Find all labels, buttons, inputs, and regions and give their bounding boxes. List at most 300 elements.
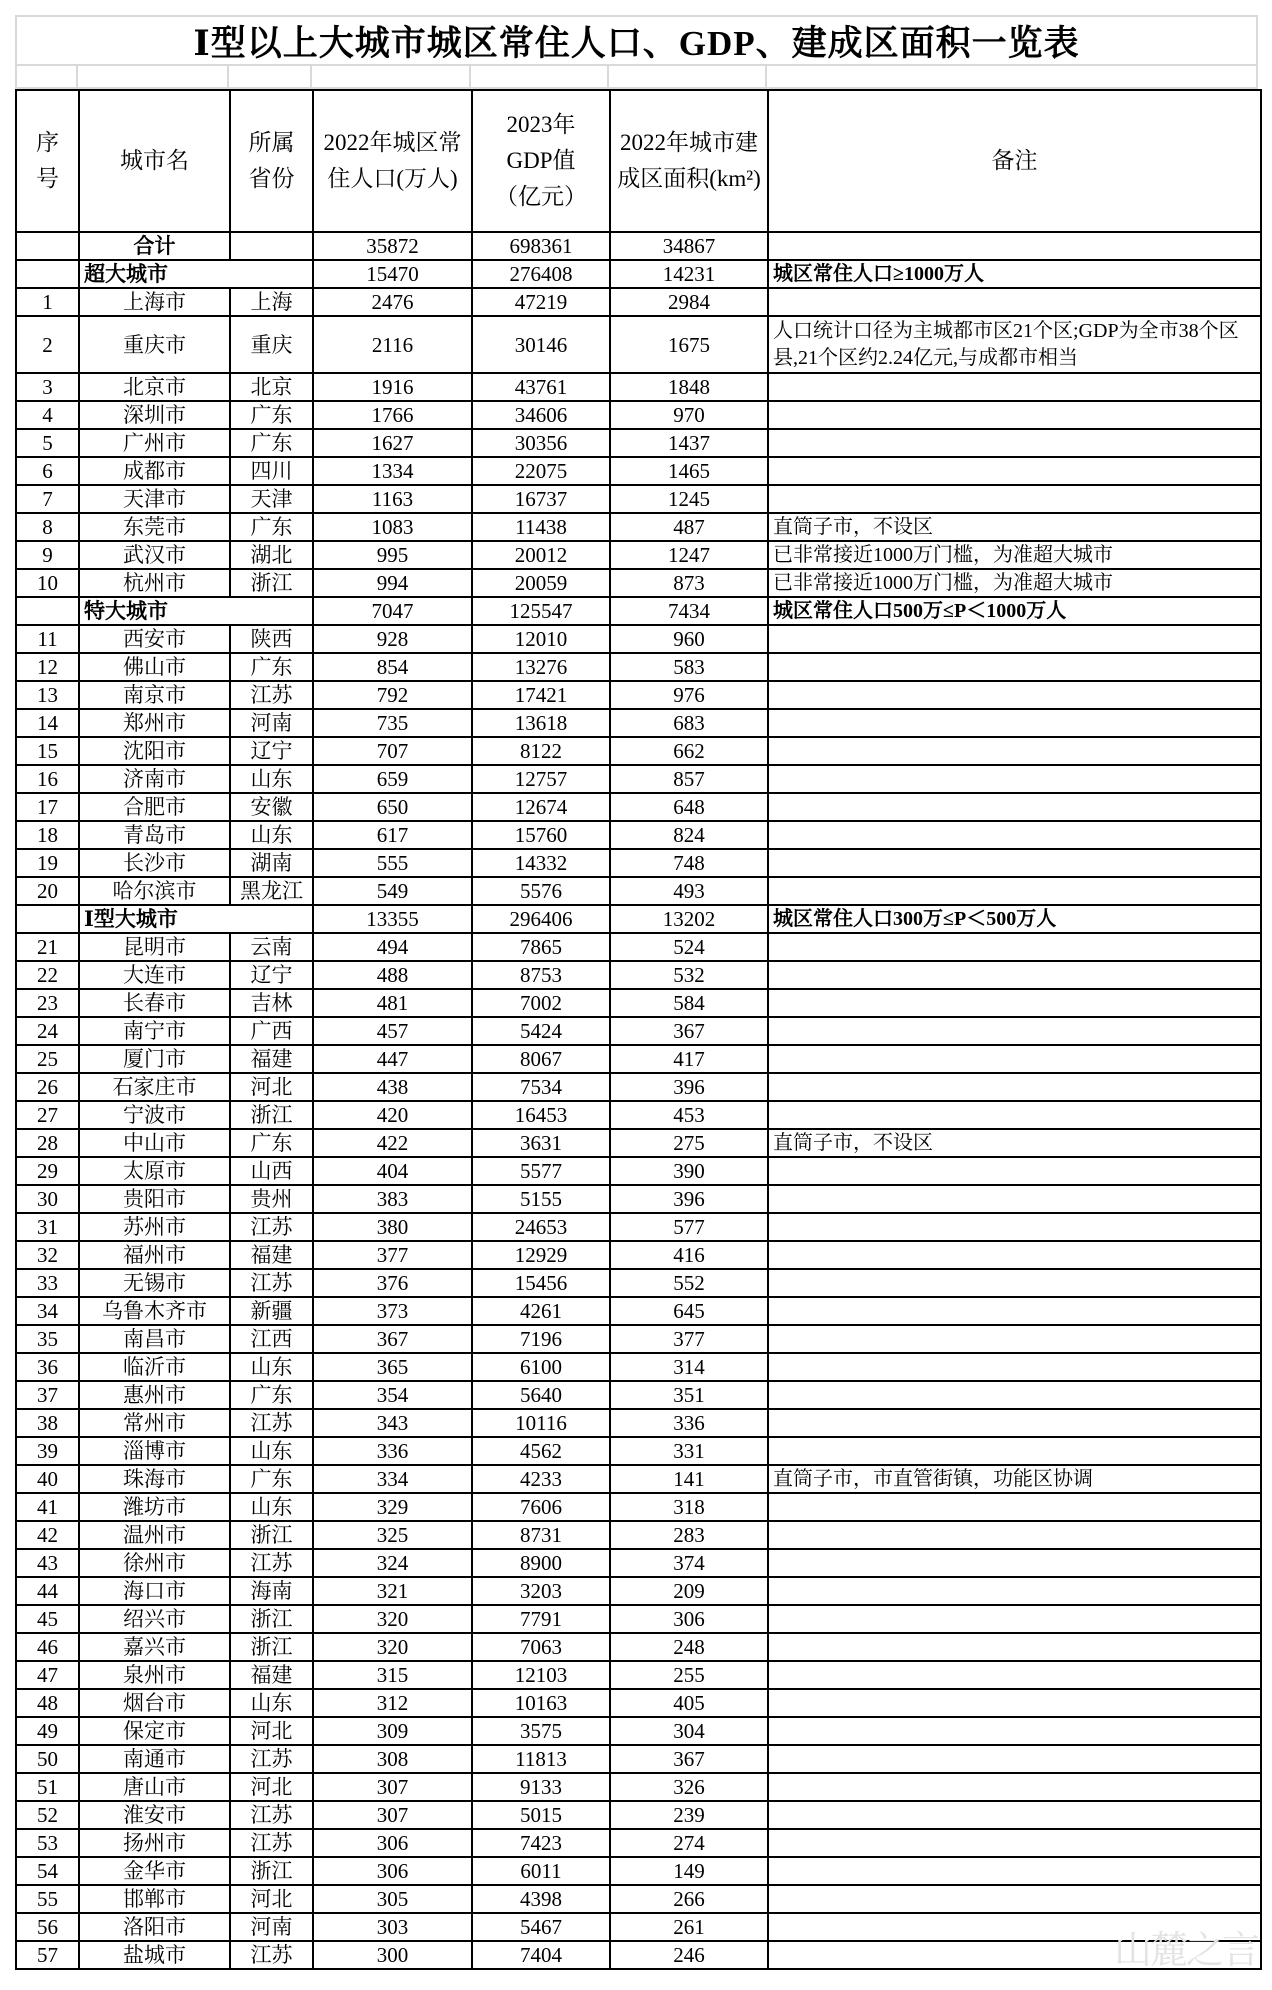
- gdp: 12674: [472, 793, 610, 821]
- note: [768, 1745, 1261, 1773]
- built-area: 577: [610, 1213, 768, 1241]
- city-name: 海口市: [79, 1577, 230, 1605]
- total-population: 35872: [313, 232, 472, 260]
- province: 江苏: [230, 1409, 313, 1437]
- table-row: [16, 1829, 1261, 1857]
- population: 1083: [313, 513, 472, 541]
- population: 380: [313, 1213, 472, 1241]
- province: 贵州: [230, 1185, 313, 1213]
- city-name: 苏州市: [79, 1213, 230, 1241]
- built-area: 149: [610, 1857, 768, 1885]
- built-area: 396: [610, 1185, 768, 1213]
- gdp: 30146: [472, 316, 610, 373]
- gdp: 5577: [472, 1157, 610, 1185]
- gdp: 7865: [472, 933, 610, 961]
- note: [768, 1437, 1261, 1465]
- built-area: 367: [610, 1745, 768, 1773]
- province: 广东: [230, 429, 313, 457]
- gdp: 13276: [472, 653, 610, 681]
- city-name: 保定市: [79, 1717, 230, 1745]
- population: 334: [313, 1465, 472, 1493]
- province: 山东: [230, 821, 313, 849]
- province: 浙江: [230, 1633, 313, 1661]
- row-no: 19: [16, 849, 79, 877]
- note: [768, 1885, 1261, 1913]
- city-name: 长春市: [79, 989, 230, 1017]
- table-title: Ⅰ型以上大城市城区常住人口、GDP、建成区面积一览表: [15, 15, 1258, 66]
- gdp: 11438: [472, 513, 610, 541]
- table-row: [16, 1801, 1261, 1829]
- table-row: [16, 1661, 1261, 1689]
- gdp: 15760: [472, 821, 610, 849]
- header-population: 2022年城区常住人口(万人): [313, 90, 472, 232]
- note: 直筒子市，不设区: [768, 1129, 1261, 1157]
- province: 广西: [230, 1017, 313, 1045]
- built-area: 1245: [610, 485, 768, 513]
- city-name: 哈尔滨市: [79, 877, 230, 905]
- built-area: 246: [610, 1941, 768, 1969]
- blank-spacer-row: [15, 66, 1258, 89]
- table-row: [16, 1885, 1261, 1913]
- table-row: [16, 457, 1261, 485]
- city-name: 中山市: [79, 1129, 230, 1157]
- row-no: 29: [16, 1157, 79, 1185]
- row-no: 1: [16, 288, 79, 316]
- gdp: 7791: [472, 1605, 610, 1633]
- gdp: 11813: [472, 1745, 610, 1773]
- table-row: [16, 1857, 1261, 1885]
- gdp: 12010: [472, 625, 610, 653]
- built-area: 976: [610, 681, 768, 709]
- city-name: 沈阳市: [79, 737, 230, 765]
- gdp: 4233: [472, 1465, 610, 1493]
- province: 江苏: [230, 1941, 313, 1969]
- province: 黑龙江: [230, 877, 313, 905]
- city-name: 潍坊市: [79, 1493, 230, 1521]
- province: 云南: [230, 933, 313, 961]
- row-no: 56: [16, 1913, 79, 1941]
- built-area: 583: [610, 653, 768, 681]
- category-area: 13202: [610, 905, 768, 933]
- city-name: 珠海市: [79, 1465, 230, 1493]
- built-area: 487: [610, 513, 768, 541]
- table-row: [16, 541, 1261, 569]
- built-area: 648: [610, 793, 768, 821]
- table-row: [16, 1045, 1261, 1073]
- city-name: 太原市: [79, 1157, 230, 1185]
- gdp: 7063: [472, 1633, 610, 1661]
- row-no: 50: [16, 1745, 79, 1773]
- gdp: 12103: [472, 1661, 610, 1689]
- note: [768, 288, 1261, 316]
- built-area: 331: [610, 1437, 768, 1465]
- built-area: 314: [610, 1353, 768, 1381]
- table-row: [16, 1185, 1261, 1213]
- note: [768, 1101, 1261, 1129]
- population: 1627: [313, 429, 472, 457]
- row-no: 57: [16, 1941, 79, 1969]
- table-row: [16, 373, 1261, 401]
- population: 617: [313, 821, 472, 849]
- row-no: 45: [16, 1605, 79, 1633]
- built-area: 374: [610, 1549, 768, 1577]
- note: [768, 1213, 1261, 1241]
- province: 广东: [230, 1465, 313, 1493]
- note: [768, 709, 1261, 737]
- built-area: 532: [610, 961, 768, 989]
- city-name: 武汉市: [79, 541, 230, 569]
- row-no: 10: [16, 569, 79, 597]
- category-no: [16, 597, 79, 625]
- province: 广东: [230, 401, 313, 429]
- population: 1163: [313, 485, 472, 513]
- row-no: 14: [16, 709, 79, 737]
- gdp: 15456: [472, 1269, 610, 1297]
- population: 308: [313, 1745, 472, 1773]
- city-name: 北京市: [79, 373, 230, 401]
- table-row: [16, 513, 1261, 541]
- city-name: 青岛市: [79, 821, 230, 849]
- note: 已非常接近1000万门槛，为准超大城市: [768, 541, 1261, 569]
- row-no: 26: [16, 1073, 79, 1101]
- row-no: 7: [16, 485, 79, 513]
- note: [768, 457, 1261, 485]
- table-row: [16, 1157, 1261, 1185]
- note: [768, 1241, 1261, 1269]
- city-name: 洛阳市: [79, 1913, 230, 1941]
- row-no: 43: [16, 1549, 79, 1577]
- table-row: [16, 1437, 1261, 1465]
- note: [768, 1017, 1261, 1045]
- city-name: 合肥市: [79, 793, 230, 821]
- gdp: 10116: [472, 1409, 610, 1437]
- category-gdp: 296406: [472, 905, 610, 933]
- row-no: 12: [16, 653, 79, 681]
- built-area: 304: [610, 1717, 768, 1745]
- note: [768, 1857, 1261, 1885]
- table-row: [16, 1129, 1261, 1157]
- note: [768, 1073, 1261, 1101]
- table-row: [16, 485, 1261, 513]
- table-row: [16, 681, 1261, 709]
- table-row: [16, 1493, 1261, 1521]
- gdp: 5015: [472, 1801, 610, 1829]
- city-name: 南京市: [79, 681, 230, 709]
- gdp: 5467: [472, 1913, 610, 1941]
- population: 994: [313, 569, 472, 597]
- population: 320: [313, 1633, 472, 1661]
- row-no: 41: [16, 1493, 79, 1521]
- population: 735: [313, 709, 472, 737]
- built-area: 970: [610, 401, 768, 429]
- province: 河北: [230, 1773, 313, 1801]
- note: [768, 1773, 1261, 1801]
- province: 湖南: [230, 849, 313, 877]
- population: 373: [313, 1297, 472, 1325]
- note: 直筒子市，市直管街镇，功能区协调: [768, 1465, 1261, 1493]
- gdp: 3631: [472, 1129, 610, 1157]
- population: 376: [313, 1269, 472, 1297]
- gdp: 13618: [472, 709, 610, 737]
- built-area: 417: [610, 1045, 768, 1073]
- note: 直筒子市，不设区: [768, 513, 1261, 541]
- gdp: 10163: [472, 1689, 610, 1717]
- note: [768, 821, 1261, 849]
- province: 上海: [230, 288, 313, 316]
- row-no: 44: [16, 1577, 79, 1605]
- built-area: 416: [610, 1241, 768, 1269]
- city-name: 温州市: [79, 1521, 230, 1549]
- province: 新疆: [230, 1297, 313, 1325]
- note: [768, 793, 1261, 821]
- note: [768, 849, 1261, 877]
- city-name: 嘉兴市: [79, 1633, 230, 1661]
- category-name: Ⅰ型大城市: [79, 905, 313, 933]
- table-row: [16, 1017, 1261, 1045]
- population: 404: [313, 1157, 472, 1185]
- built-area: 405: [610, 1689, 768, 1717]
- gdp: 9133: [472, 1773, 610, 1801]
- gdp: 17421: [472, 681, 610, 709]
- note: [768, 877, 1261, 905]
- note: [768, 989, 1261, 1017]
- header-row: [16, 90, 1261, 232]
- row-no: 46: [16, 1633, 79, 1661]
- province: 重庆: [230, 316, 313, 373]
- built-area: 1247: [610, 541, 768, 569]
- note: [768, 653, 1261, 681]
- built-area: 1848: [610, 373, 768, 401]
- gdp: 7196: [472, 1325, 610, 1353]
- city-name: 济南市: [79, 765, 230, 793]
- gdp: 16737: [472, 485, 610, 513]
- gdp: 4398: [472, 1885, 610, 1913]
- city-name: 金华市: [79, 1857, 230, 1885]
- blank-cell: [471, 66, 609, 89]
- row-no: 18: [16, 821, 79, 849]
- gdp: 3203: [472, 1577, 610, 1605]
- city-name: 无锡市: [79, 1269, 230, 1297]
- population: 377: [313, 1241, 472, 1269]
- header-city: 城市名: [79, 90, 230, 232]
- population: 343: [313, 1409, 472, 1437]
- province: 福建: [230, 1241, 313, 1269]
- city-data-table: [15, 89, 1262, 1970]
- province: 广东: [230, 1129, 313, 1157]
- row-no: 30: [16, 1185, 79, 1213]
- city-name: 成都市: [79, 457, 230, 485]
- table-row: [16, 1633, 1261, 1661]
- province: 吉林: [230, 989, 313, 1017]
- built-area: 306: [610, 1605, 768, 1633]
- row-no: 35: [16, 1325, 79, 1353]
- note: [768, 373, 1261, 401]
- city-name: 唐山市: [79, 1773, 230, 1801]
- built-area: 960: [610, 625, 768, 653]
- note: [768, 1549, 1261, 1577]
- city-name: 深圳市: [79, 401, 230, 429]
- population: 354: [313, 1381, 472, 1409]
- table-row: [16, 1465, 1261, 1493]
- note: [768, 1717, 1261, 1745]
- population: 315: [313, 1661, 472, 1689]
- total-gdp: 698361: [472, 232, 610, 260]
- built-area: 683: [610, 709, 768, 737]
- category-note: 城区常住人口500万≤P＜1000万人: [768, 597, 1261, 625]
- note: [768, 961, 1261, 989]
- gdp: 7404: [472, 1941, 610, 1969]
- population: 307: [313, 1801, 472, 1829]
- category-note: 城区常住人口300万≤P＜500万人: [768, 905, 1261, 933]
- province: 江苏: [230, 1801, 313, 1829]
- blank-cell: [15, 66, 78, 89]
- population: 1766: [313, 401, 472, 429]
- built-area: 336: [610, 1409, 768, 1437]
- row-no: 36: [16, 1353, 79, 1381]
- province: 北京: [230, 373, 313, 401]
- note: [768, 485, 1261, 513]
- province: 江西: [230, 1325, 313, 1353]
- built-area: 748: [610, 849, 768, 877]
- gdp: 8900: [472, 1549, 610, 1577]
- province: 广东: [230, 653, 313, 681]
- category-area: 14231: [610, 260, 768, 288]
- city-name: 重庆市: [79, 316, 230, 373]
- built-area: 239: [610, 1801, 768, 1829]
- table-row: [16, 316, 1261, 373]
- built-area: 396: [610, 1073, 768, 1101]
- population: 320: [313, 1605, 472, 1633]
- watermark: 山麓之言: [1113, 1928, 1258, 1972]
- population: 305: [313, 1885, 472, 1913]
- population: 928: [313, 625, 472, 653]
- built-area: 662: [610, 737, 768, 765]
- row-no: 27: [16, 1101, 79, 1129]
- population: 422: [313, 1129, 472, 1157]
- province: 湖北: [230, 541, 313, 569]
- province: 河北: [230, 1073, 313, 1101]
- category-gdp: 276408: [472, 260, 610, 288]
- population: 300: [313, 1941, 472, 1969]
- gdp: 8122: [472, 737, 610, 765]
- row-no: 34: [16, 1297, 79, 1325]
- province: 江苏: [230, 1745, 313, 1773]
- city-name: 东莞市: [79, 513, 230, 541]
- table-row: [16, 1549, 1261, 1577]
- row-no: 42: [16, 1521, 79, 1549]
- note: [768, 429, 1261, 457]
- row-no: 5: [16, 429, 79, 457]
- note: [768, 401, 1261, 429]
- gdp: 12757: [472, 765, 610, 793]
- table-row: [16, 1941, 1261, 1969]
- province: 陕西: [230, 625, 313, 653]
- population: 2116: [313, 316, 472, 373]
- note: [768, 1493, 1261, 1521]
- population: 303: [313, 1913, 472, 1941]
- total-row: [16, 232, 1261, 260]
- table-row: [16, 849, 1261, 877]
- table-row: [16, 1913, 1261, 1941]
- table-row: [16, 877, 1261, 905]
- note: [768, 737, 1261, 765]
- province: 辽宁: [230, 961, 313, 989]
- province: 河南: [230, 1913, 313, 1941]
- gdp: 12929: [472, 1241, 610, 1269]
- built-area: 274: [610, 1829, 768, 1857]
- population: 329: [313, 1493, 472, 1521]
- built-area: 255: [610, 1661, 768, 1689]
- table-row: [16, 989, 1261, 1017]
- total-area: 34867: [610, 232, 768, 260]
- table-row: [16, 1381, 1261, 1409]
- population: 854: [313, 653, 472, 681]
- table-row: [16, 793, 1261, 821]
- built-area: 857: [610, 765, 768, 793]
- built-area: 2984: [610, 288, 768, 316]
- gdp: 3575: [472, 1717, 610, 1745]
- built-area: 261: [610, 1913, 768, 1941]
- gdp: 5424: [472, 1017, 610, 1045]
- city-name: 昆明市: [79, 933, 230, 961]
- table-row: [16, 1409, 1261, 1437]
- population: 494: [313, 933, 472, 961]
- row-no: 49: [16, 1717, 79, 1745]
- province: 安徽: [230, 793, 313, 821]
- built-area: 524: [610, 933, 768, 961]
- population: 1916: [313, 373, 472, 401]
- city-name: 西安市: [79, 625, 230, 653]
- city-name: 佛山市: [79, 653, 230, 681]
- header-no: 序号: [16, 90, 79, 232]
- city-name: 烟台市: [79, 1689, 230, 1717]
- gdp: 20059: [472, 569, 610, 597]
- city-name: 邯郸市: [79, 1885, 230, 1913]
- blank-cell: [609, 66, 767, 89]
- note: [768, 1633, 1261, 1661]
- built-area: 377: [610, 1325, 768, 1353]
- city-name: 郑州市: [79, 709, 230, 737]
- row-no: 51: [16, 1773, 79, 1801]
- table-row: [16, 1325, 1261, 1353]
- province: 山东: [230, 765, 313, 793]
- table-row: [16, 569, 1261, 597]
- province: 山西: [230, 1157, 313, 1185]
- category-population: 7047: [313, 597, 472, 625]
- population: 367: [313, 1325, 472, 1353]
- city-name: 广州市: [79, 429, 230, 457]
- city-name: 常州市: [79, 1409, 230, 1437]
- built-area: 493: [610, 877, 768, 905]
- population: 438: [313, 1073, 472, 1101]
- city-name: 临沂市: [79, 1353, 230, 1381]
- built-area: 824: [610, 821, 768, 849]
- city-name: 长沙市: [79, 849, 230, 877]
- table-row: [16, 625, 1261, 653]
- built-area: 367: [610, 1017, 768, 1045]
- population: 457: [313, 1017, 472, 1045]
- note: [768, 1325, 1261, 1353]
- gdp: 5640: [472, 1381, 610, 1409]
- province: 河北: [230, 1885, 313, 1913]
- note: [768, 1297, 1261, 1325]
- table-row: [16, 653, 1261, 681]
- row-no: 8: [16, 513, 79, 541]
- province: 福建: [230, 1661, 313, 1689]
- table-row: [16, 1605, 1261, 1633]
- population: 307: [313, 1773, 472, 1801]
- row-no: 28: [16, 1129, 79, 1157]
